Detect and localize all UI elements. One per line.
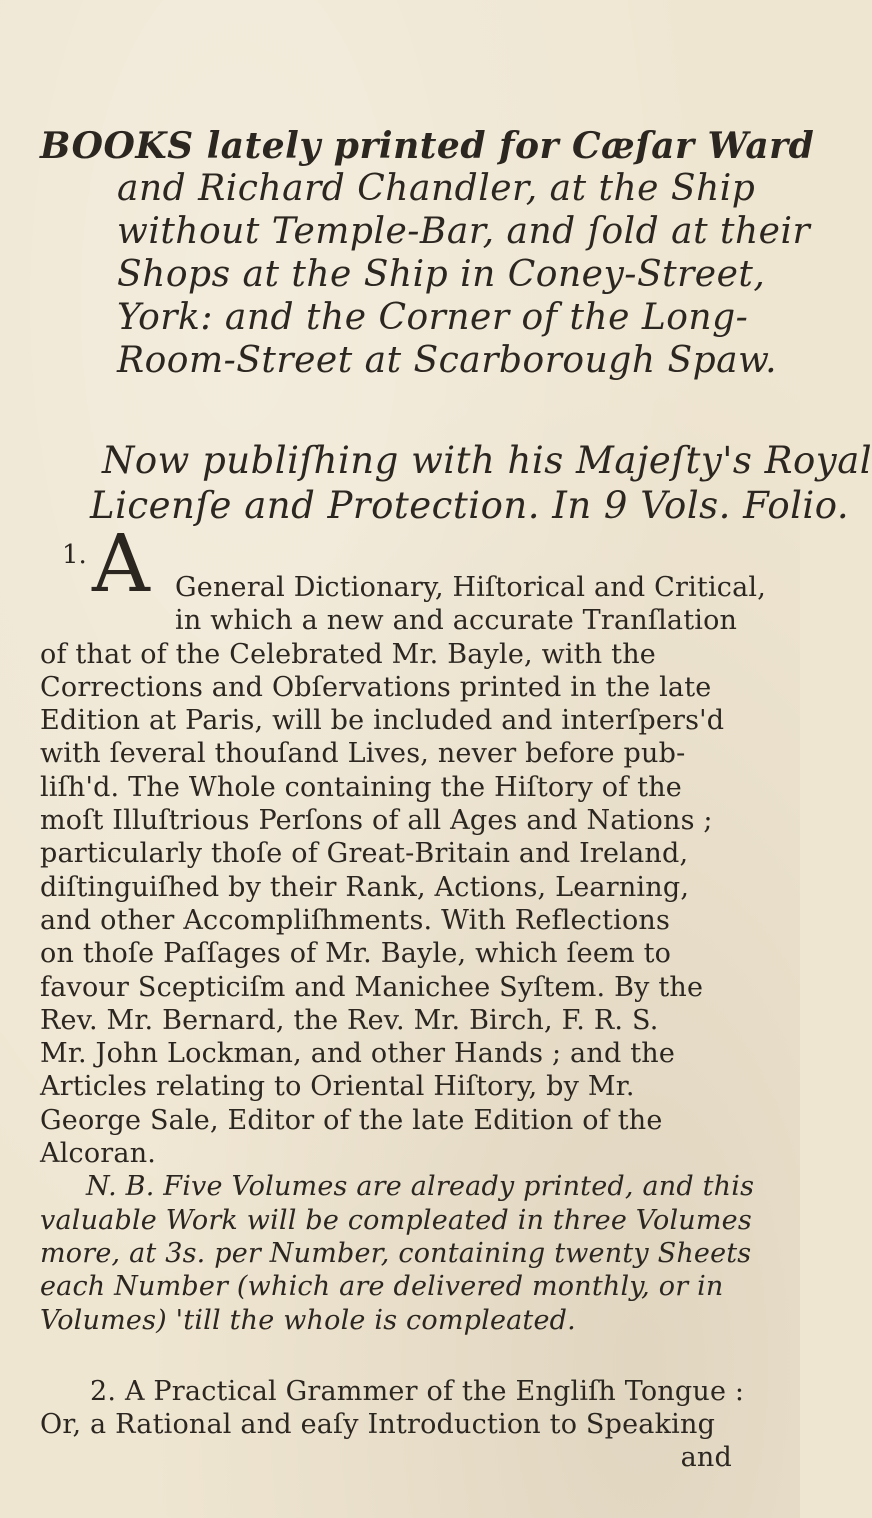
entry-line: George Sale, Editor of the late Edition of the [40,1104,663,1136]
note-line: valuable Work will be compleated in three Volumes [40,1204,752,1236]
entry-line: Edition at Paris, will be included and interſpers'd [40,705,725,737]
notice-line: Licenſe and Protection. In 9 Vols. Folio. [90,484,850,527]
entry-line: with ſeveral thouſand Lives, never before pub- [40,738,686,770]
entry-line: Mr. John Lockman, and other Hands ; and the [40,1038,676,1070]
header-line: and Richard Chandler, at the Ship [117,168,756,209]
entry-line: and other Accompliſhments. With Reflections [40,904,671,936]
note-line: Volumes) 'till the whole is compleated. [40,1304,576,1336]
header-line: Room-Street at Scarborough Spaw. [117,340,778,381]
note-line: each Number (which are delivered monthly, or in [40,1271,724,1303]
header-line: without Temple-Bar, and ſold at their [117,211,811,252]
header-line: Shops at the Ship in Coney-Street, [117,254,766,295]
entry-line: moſt Illuſtrious Perſons of all Ages and Nations ; [40,805,713,837]
entry-line: General Dictionary, Hiſtorical and Critical, [175,572,767,603]
entry-line: of that of the Celebrated Mr. Bayle, with the [40,638,656,670]
entry-line: Or, a Rational and eaſy Introduction to Speaking [40,1409,716,1441]
header-line: BOOKS lately printed for Cæſar Ward [40,125,815,167]
entry-line: 2. A Practical Grammer of the Engliſh Tongue : [90,1375,745,1407]
entry-line: Corrections and Obſervations printed in the late [40,671,712,703]
entry-line: favour Scepticiſm and Manichee Syſtem. By the [40,971,704,1003]
entry-line: particularly thoſe of Great-Britain and Ireland, [40,838,689,870]
item-1-entry [40,572,767,1478]
drop-cap: A [92,517,150,610]
header-line: York: and the Corner of the Long- [117,297,749,338]
entry-line: liſh'd. The Whole containing the Hiſtory of the [40,771,682,803]
entry-line: on thoſe Paſſages of Mr. Bayle, which ſeem to [40,938,672,970]
entry-line: Articles relating to Oriental Hiſtory, by Mr. [40,1071,635,1103]
note-line: N. B. Five Volumes are already printed, and this [86,1171,755,1203]
note-line: more, at 3s. per Number, containing twenty Sheets [40,1237,752,1269]
entry-line: Alcoran. [40,1138,157,1170]
item-number: 1. [62,540,87,570]
advertisement-header [40,125,815,386]
entry-line: Rev. Mr. Bernard, the Rev. Mr. Birch, F. R. S. [40,1004,659,1036]
entry-line: in which a new and accurate Tranſlation [175,605,738,637]
item-2-entry [40,1375,760,1478]
notice-line: Now publiſhing with his Majeſty's Royal [102,439,872,482]
entry-line: diſtinguiſhed by their Rank, Actions, Learning, [40,871,690,903]
nota-bene [40,1173,760,1339]
catchword: and [680,1442,732,1474]
